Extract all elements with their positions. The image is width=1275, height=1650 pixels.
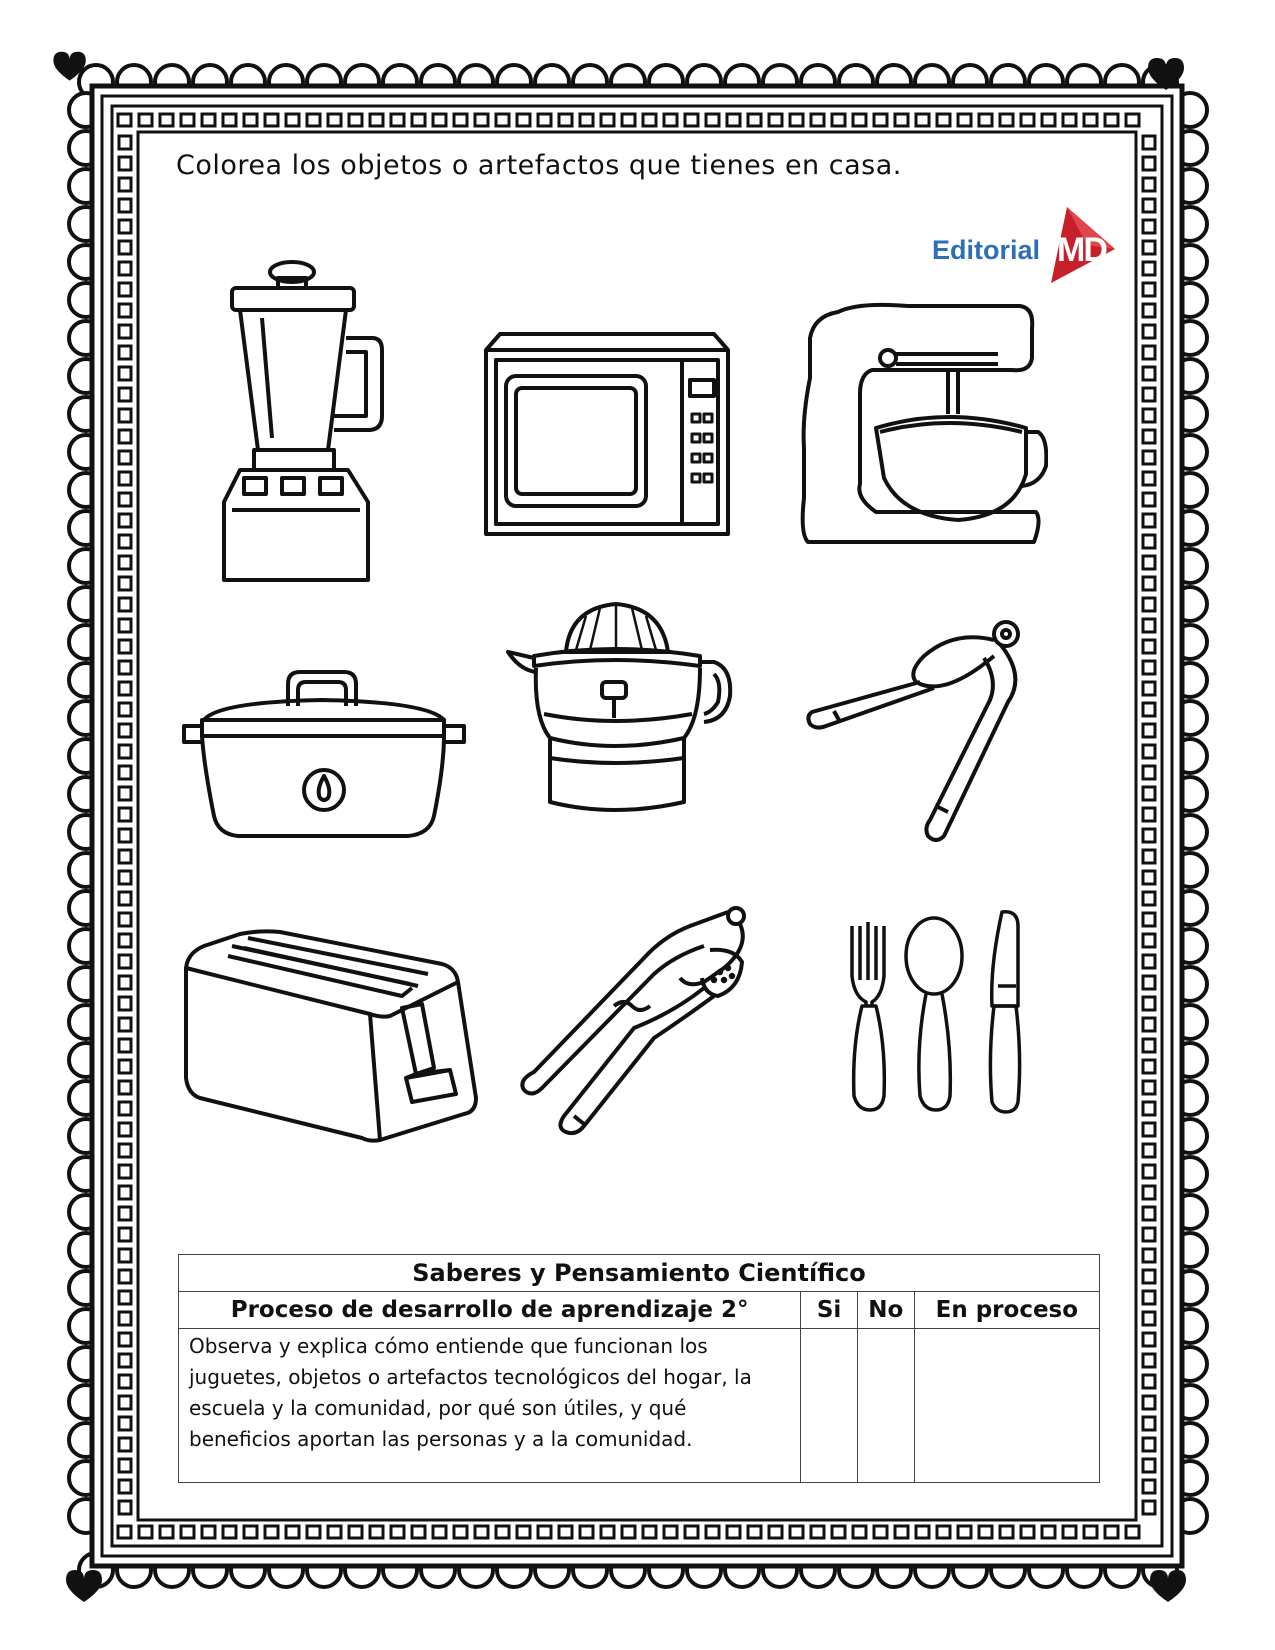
evaluation-table [178,1254,1100,1483]
in-progress-header: En proceso [914,1292,1099,1329]
cutlery-icon [846,906,1036,1116]
microwave-icon [482,330,732,540]
toaster-icon [180,928,480,1144]
no-checkbox-cell[interactable] [857,1329,914,1483]
learning-description: Observa y explica cómo entiende que funcionan los juguetes, objetos o artefactos tecnológicos del hogar, la escuela y la comunidad, por qué son útiles, y qué beneficios aportan las personas y a la comunidad. [179,1329,801,1483]
lemon-squeezer-icon [804,616,1034,844]
in-progress-checkbox-cell[interactable] [914,1329,1099,1483]
no-header: No [857,1292,914,1329]
yes-checkbox-cell[interactable] [801,1329,858,1483]
slow-cooker-icon [178,666,470,846]
table-title: Saberes y Pensamiento Científico [179,1255,1100,1292]
logo-mark-letters: MD [1057,231,1106,269]
editorial-logo [932,205,1118,285]
yes-header: Si [801,1292,858,1329]
stand-mixer-icon [798,298,1048,548]
logo-text: Editorial [932,235,1041,265]
garlic-press-icon [514,902,764,1142]
blender-icon [210,258,400,588]
instruction-text: Colorea los objetos o artefactos que tienes en casa. [176,150,902,181]
juicer-icon [504,598,736,818]
process-header: Proceso de desarrollo de aprendizaje 2° [179,1292,801,1329]
